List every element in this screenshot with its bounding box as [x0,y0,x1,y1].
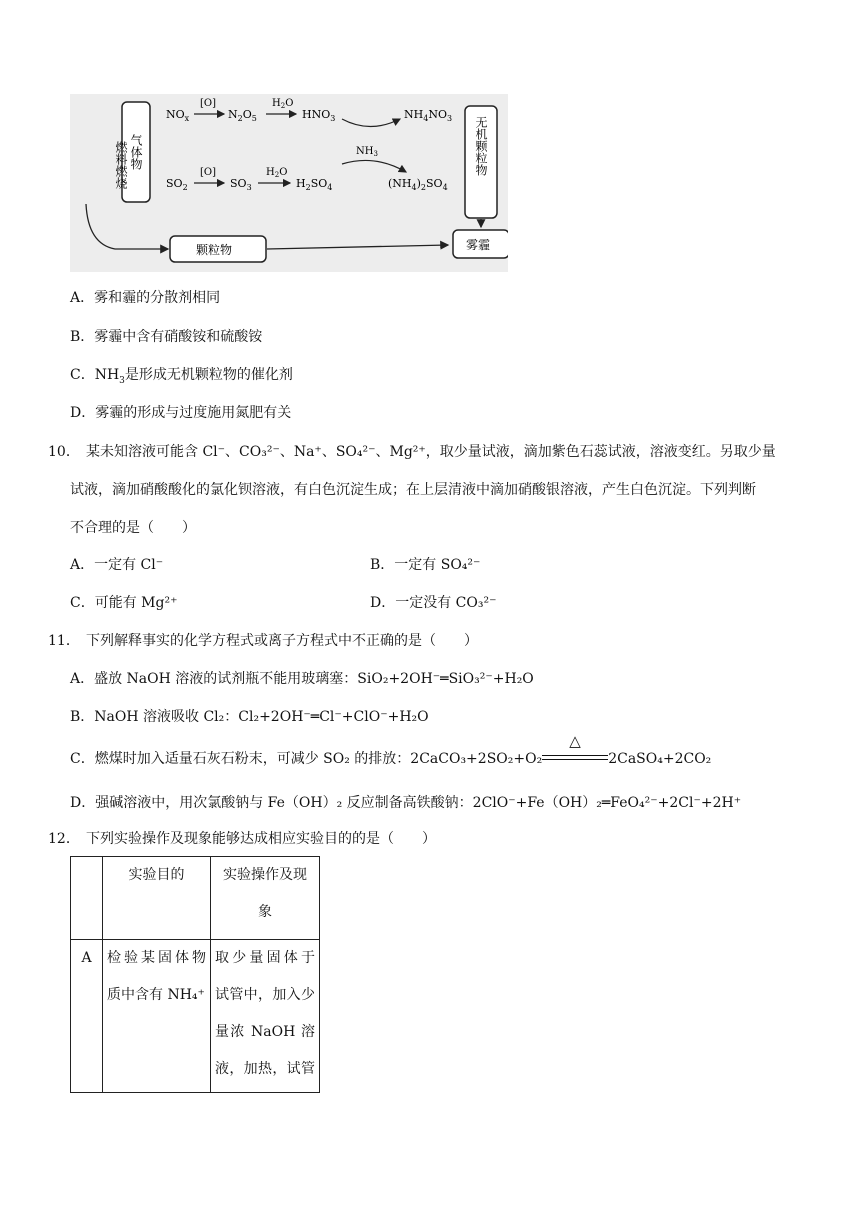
no-x: $NO_x$ [166,108,190,123]
so2: $SO_2$ [166,177,188,192]
oxid-1: [O] [200,98,217,109]
particle-box-label: 颗粒物 [196,243,233,257]
fuel-label: 燃料燃烧 [80,141,128,155]
so3: $SO_3$ [230,177,252,192]
q11-option-d: D．强碱溶液中，用次氯酸钠与 Fe（OH）₂ 反应制备高铁酸钠：2ClO⁻+Fe（OH）₂═FeO₄²⁻+2Cl⁻+2H⁺ [70,795,742,811]
q10-option-a: A．一定有 Cl⁻ [70,557,164,573]
nh3-label: $NH_3$ [356,146,378,158]
hno3: $HNO_3$ [302,108,336,123]
nh4-2so4: $(NH_4)_2SO_4$ [388,177,448,192]
q10-stem-line2: 试液，滴加硝酸酸化的氯化钡溶液，有白色沉淀生成；在上层清液中滴加硝酸银溶液，产生白色沉淀。下列判断 [70,482,756,498]
haze-box-label: 雾霾 [466,238,491,252]
q10-number: 10． [48,444,80,460]
header-blank [71,857,103,940]
experiment-table [70,856,320,1093]
water-1: $H_2O$ [272,98,294,110]
n2o5: $N_2O_5$ [228,108,257,123]
q10-stem-line3: 不合理的是（ ） [70,520,196,536]
table-header-row [71,857,320,940]
q9-option-a: A．雾和霾的分散剂相同 [70,290,221,306]
q11-option-b: B．NaOH 溶液吸收 Cl₂：Cl₂+2OH⁻═Cl⁻+ClO⁻+H₂O [70,709,429,725]
heat-condition: △ [542,749,608,769]
q11-number: 11． [48,633,80,649]
nh4no3: $NH_4NO_3$ [404,108,453,123]
q11-stem: 下列解释事实的化学方程式或离子方程式中不正确的是（ ） [86,633,478,649]
q9-option-d: D．雾霾的形成与过度施用氮肥有关 [70,405,292,421]
q10-option-d: D．一定没有 CO₃²⁻ [370,595,497,611]
table-row [71,940,320,1093]
oxid-2: [O] [200,167,217,178]
haze-diagram-svg [70,94,508,272]
header-operation: 实验操作及现 象 [211,857,320,940]
row-label-a: A [71,940,103,1093]
inorganic-box-label: 无机颗粒物 [474,116,488,176]
q12-stem: 下列实验操作及现象能够达成相应实验目的的是（ ） [86,831,436,847]
q9-option-c: C．$NH_3$是形成无机颗粒物的催化剂 [70,367,293,386]
q9-option-b: B．雾霾中含有硝酸铵和硫酸铵 [70,329,263,345]
row-a-operation: 取少量固体于 试管中，加入少 量浓 NaOH 溶 液，加热，试管 [211,940,320,1093]
q12-number: 12． [48,831,80,847]
q10-option-c: C．可能有 Mg²⁺ [70,595,178,611]
q10-option-b: B．一定有 SO₄²⁻ [370,557,481,573]
haze-formation-diagram [70,94,508,272]
q11-option-a: A．盛放 NaOH 溶液的试剂瓶不能用玻璃塞：SiO₂+2OH⁻═SiO₃²⁻+H₂O [70,671,534,687]
h2so4: $H_2SO_4$ [296,177,333,192]
gas-box-label: 气体物 [129,134,143,170]
q10-stem-line1: 某未知溶液可能含 Cl⁻、CO₃²⁻、Na⁺、SO₄²⁻、Mg²⁺，取少量试液，滴加紫色石蕊试液，溶液变红。另取少量 [86,444,776,460]
row-a-purpose: 检验某固体物 质中含有 NH₄⁺ [103,940,211,1093]
q11-option-c: C．燃煤时加入适量石灰石粉末，可减少 SO₂ 的排放：2CaCO₃+2SO₂+O₂ △ 2CaSO₄+2CO₂ [70,732,712,767]
header-purpose: 实验目的 [103,857,211,940]
water-2: $H_2O$ [266,167,288,179]
